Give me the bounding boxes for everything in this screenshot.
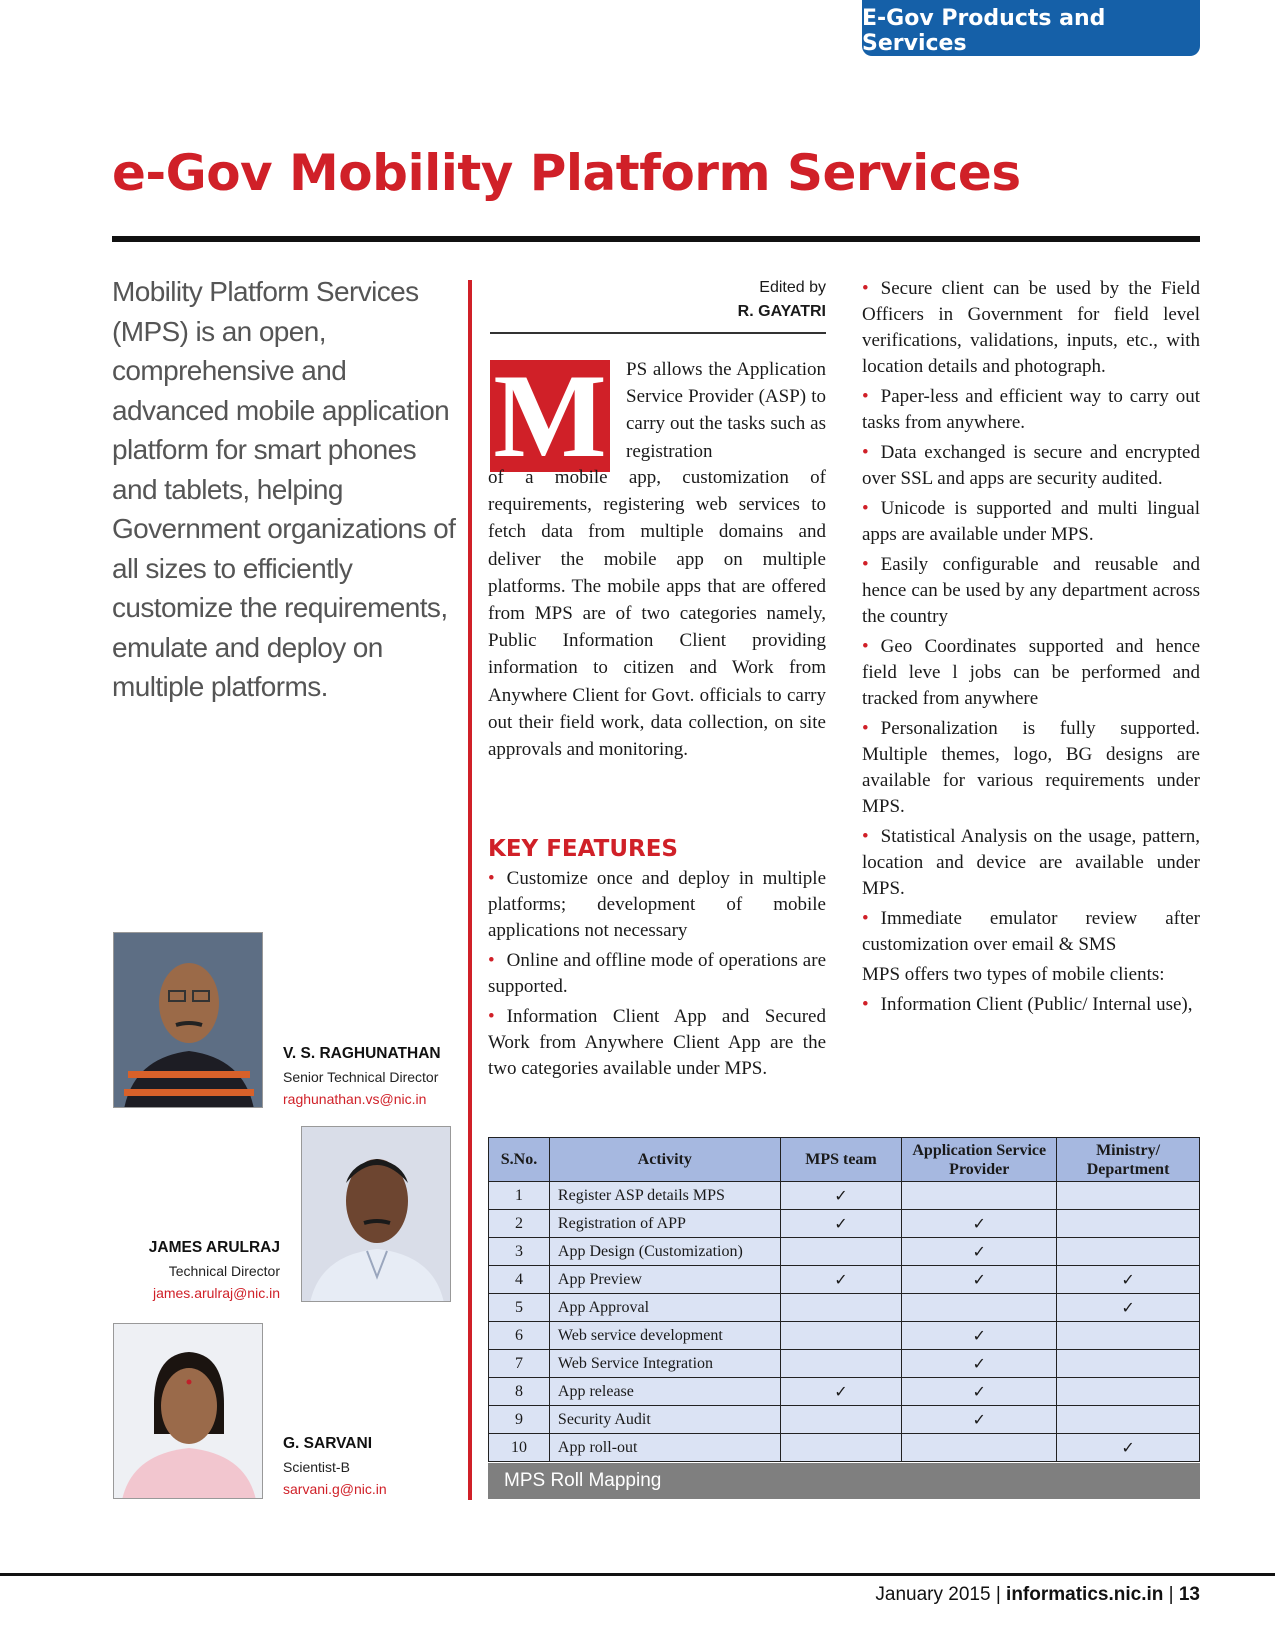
cell-activity: Register ASP details MPS [549, 1182, 780, 1210]
cell-activity: Security Audit [549, 1406, 780, 1434]
key-features-list [488, 866, 826, 1086]
cell-mps-team [780, 1238, 902, 1266]
author-email: raghunathan.vs@nic.in [283, 1091, 427, 1107]
cell-asp: ✓ [902, 1210, 1057, 1238]
table-row [489, 1182, 1200, 1210]
cell-activity: Web service development [549, 1322, 780, 1350]
section-tab: E-Gov Products and Services [862, 0, 1200, 56]
cell-asp: ✓ [902, 1322, 1057, 1350]
cell-mps-team [780, 1350, 902, 1378]
footer-site: informatics.nic.in [1006, 1584, 1164, 1605]
column-divider [468, 280, 472, 1500]
cell-asp: ✓ [902, 1238, 1057, 1266]
key-features-heading: KEY FEATURES [488, 836, 678, 862]
cell-mps-team: ✓ [780, 1378, 902, 1406]
intro-paragraph: Mobility Platform Services (MPS) is an open, comprehensive and advanced mobile application platform for smart phones and tablets, helping Government organizations of all sizes to efficiently customize the requirements, emulate and deploy on multiple platforms. [112, 276, 456, 702]
list-item: • Unicode is supported and multi lingual apps are available under MPS. [862, 498, 1200, 545]
page-footer: January 2015 | informatics.nic.in | 13 [875, 1584, 1200, 1605]
cell-mps-team: ✓ [780, 1210, 902, 1238]
editor-name: R. GAYATRI [737, 303, 826, 320]
list-item: • Online and offline mode of operations are supported. [488, 950, 826, 997]
table-row [489, 1350, 1200, 1378]
mps-roll-mapping-table [488, 1137, 1200, 1462]
list-item: • Personalization is fully supported. Multiple themes, logo, BG designs are available for various requirements under MPS. [862, 718, 1200, 817]
cell-sno: 10 [489, 1434, 550, 1462]
list-item: • Secure client can be used by the Field Officers in Government for field level verifications, validations, inputs, etc., with location details and photograph. [862, 278, 1200, 377]
table-row [489, 1238, 1200, 1266]
column-header: Ministry/ Department [1057, 1138, 1200, 1182]
author-photo-sarvani [113, 1323, 263, 1499]
cell-asp: ✓ [902, 1266, 1057, 1294]
list-item: • Paper-less and efficient way to carry out tasks from anywhere. [862, 386, 1200, 433]
author-block-arulraj [100, 1236, 280, 1304]
cell-mps-team: ✓ [780, 1182, 902, 1210]
list-item: • Information Client App and Secured Work from Anywhere Client App are the two categories available under MPS. [488, 1006, 826, 1079]
cell-sno: 7 [489, 1350, 550, 1378]
list-item: • Customize once and deploy in multiple platforms; development of mobile applications not necessary [488, 868, 826, 941]
headline-divider [112, 236, 1200, 242]
cell-activity: App Preview [549, 1266, 780, 1294]
drop-cap: M [490, 360, 610, 472]
editor-divider [490, 332, 826, 334]
body-lead-rest: of a mobile app, customization of requirements, registering web services to fetch data from multiple domains and deliver the mobile app on multiple platforms. The mobile apps that are offered from MPS are of two categories namely, Public Information Client providing information to citizen and Work from Anywhere Client for Govt. officials to carry out their field work, data collection, on site approvals and monitoring. [488, 467, 826, 761]
cell-ministry [1057, 1322, 1200, 1350]
cell-sno: 5 [489, 1294, 550, 1322]
table-row [489, 1434, 1200, 1462]
author-block-sarvani [283, 1432, 387, 1500]
list-item: • Data exchanged is secure and encrypted over SSL and apps are security audited. [862, 442, 1200, 489]
cell-asp [902, 1434, 1057, 1462]
author-name: G. SARVANI [283, 1435, 372, 1452]
cell-sno: 6 [489, 1322, 550, 1350]
body-lead-top: PS allows the Application Service Provider (ASP) to carry out the tasks such as registration [626, 359, 826, 462]
cell-sno: 4 [489, 1266, 550, 1294]
cell-activity: App Design (Customization) [549, 1238, 780, 1266]
cell-activity: Registration of APP [549, 1210, 780, 1238]
cell-ministry: ✓ [1057, 1294, 1200, 1322]
author-role: Technical Director [168, 1263, 280, 1279]
cell-ministry: ✓ [1057, 1434, 1200, 1462]
table-row [489, 1210, 1200, 1238]
table-row [489, 1322, 1200, 1350]
cell-activity: App release [549, 1378, 780, 1406]
cell-mps-team [780, 1434, 902, 1462]
table-row [489, 1294, 1200, 1322]
table-header-row [489, 1138, 1200, 1182]
cell-ministry [1057, 1350, 1200, 1378]
table-row [489, 1406, 1200, 1434]
editor-credit [490, 276, 826, 324]
list-item: • Easily configurable and reusable and hence can be used by any department across the country [862, 554, 1200, 627]
cell-sno: 3 [489, 1238, 550, 1266]
cell-activity: App Approval [549, 1294, 780, 1322]
editor-label: Edited by [759, 279, 826, 296]
column-header: S.No. [489, 1138, 550, 1182]
cell-activity: App roll-out [549, 1434, 780, 1462]
cell-mps-team [780, 1406, 902, 1434]
cell-ministry [1057, 1238, 1200, 1266]
author-block-raghunathan [283, 1042, 441, 1110]
cell-asp: ✓ [902, 1406, 1057, 1434]
cell-activity: Web Service Integration [549, 1350, 780, 1378]
features-column-3 [862, 276, 1200, 1022]
author-role: Senior Technical Director [283, 1069, 439, 1085]
cell-asp [902, 1182, 1057, 1210]
author-photo-arulraj [301, 1126, 451, 1302]
list-item: • Statistical Analysis on the usage, pattern, location and device are available under MPS. [862, 826, 1200, 899]
cell-mps-team [780, 1294, 902, 1322]
author-name: V. S. RAGHUNATHAN [283, 1045, 441, 1062]
cell-asp [902, 1294, 1057, 1322]
article-headline: e-Gov Mobility Platform Services [112, 144, 1021, 202]
cell-mps-team: ✓ [780, 1266, 902, 1294]
author-email: james.arulraj@nic.in [152, 1285, 280, 1301]
page-number: 13 [1178, 1584, 1200, 1605]
table-row [489, 1266, 1200, 1294]
author-name: JAMES ARULRAJ [148, 1239, 280, 1256]
cell-asp: ✓ [902, 1350, 1057, 1378]
table-caption: MPS Roll Mapping [488, 1463, 1200, 1499]
column-header: MPS team [780, 1138, 902, 1182]
column-header: Application Service Provider [902, 1138, 1057, 1182]
table-row [489, 1378, 1200, 1406]
cell-sno: 9 [489, 1406, 550, 1434]
column-header: Activity [549, 1138, 780, 1182]
cell-ministry [1057, 1406, 1200, 1434]
cell-ministry [1057, 1378, 1200, 1406]
cell-sno: 1 [489, 1182, 550, 1210]
list-item: • Immediate emulator review after customization over email & SMS [862, 908, 1200, 955]
list-item: • Information Client (Public/ Internal use), [862, 994, 1193, 1015]
cell-asp: ✓ [902, 1378, 1057, 1406]
cell-mps-team [780, 1322, 902, 1350]
footer-date: January 2015 [875, 1584, 991, 1605]
footer-divider [0, 1573, 1275, 1576]
cell-sno: 2 [489, 1210, 550, 1238]
author-email: sarvani.g@nic.in [283, 1481, 387, 1497]
author-role: Scientist-B [283, 1459, 350, 1475]
cell-ministry [1057, 1182, 1200, 1210]
list-item: • Geo Coordinates supported and hence field leve l jobs can be performed and tracked from anywhere [862, 636, 1200, 709]
author-photo-raghunathan [113, 932, 263, 1108]
clients-intro: MPS offers two types of mobile clients: [862, 964, 1165, 985]
cell-ministry [1057, 1210, 1200, 1238]
cell-ministry: ✓ [1057, 1266, 1200, 1294]
cell-sno: 8 [489, 1378, 550, 1406]
